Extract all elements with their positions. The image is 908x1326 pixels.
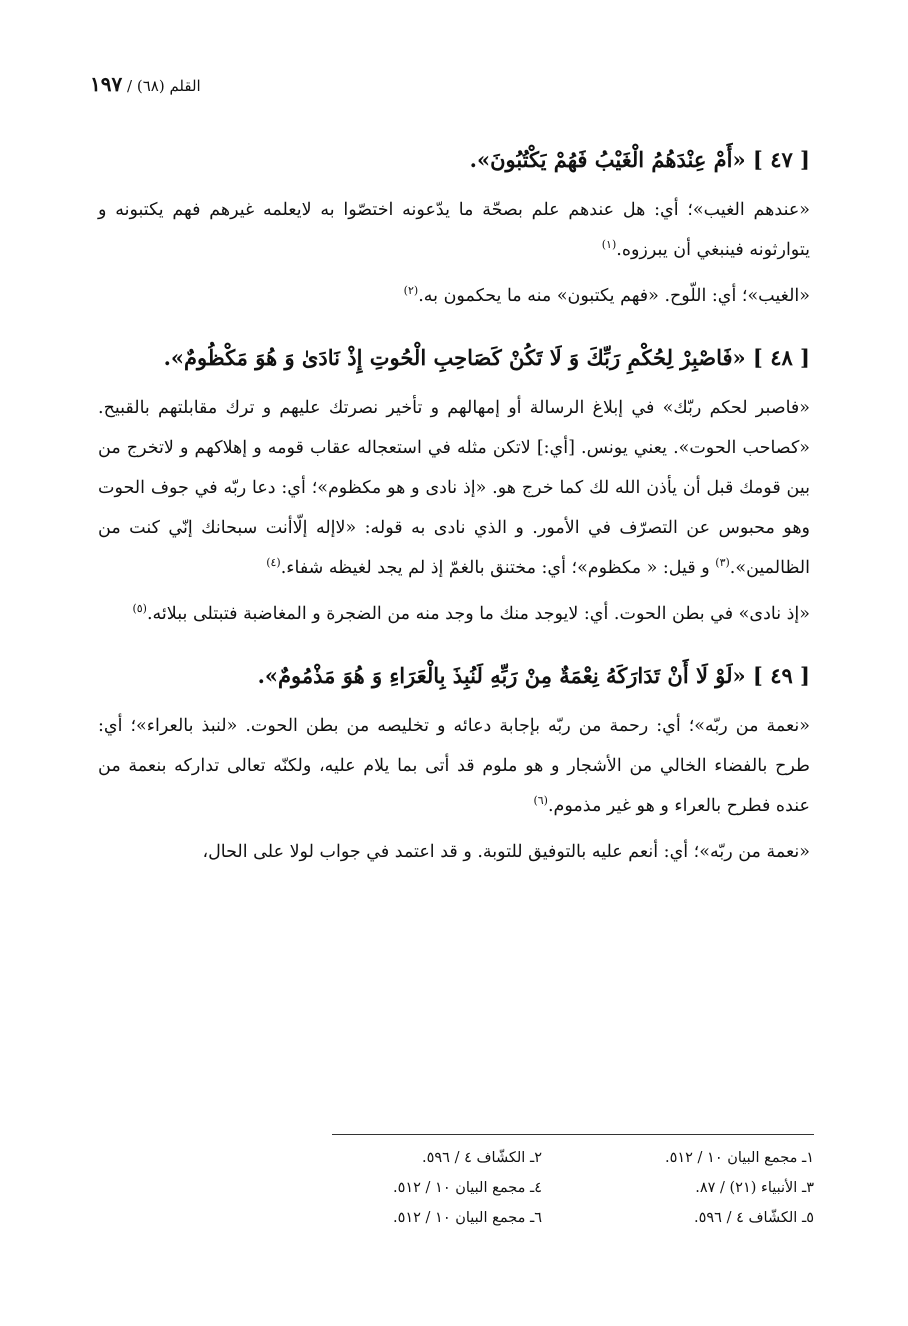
footnote-ref: (٥) — [132, 602, 147, 616]
verse-47: [ ٤٧ ] «أَمْ عِنْدَهُمُ الْغَيْبُ فَهُمْ يَكْتُبُونَ». — [469, 147, 810, 172]
body-text — [98, 140, 810, 878]
page-number: ١٩٧ — [90, 72, 123, 96]
paragraph — [98, 276, 810, 316]
footnote-6: ٦ـ مجمع البيان ١٠ / ٥١٢. — [392, 1210, 542, 1226]
footnote-3: ٣ـ الأنبياء (٢١) / ٨٧. — [695, 1180, 814, 1196]
footnote-divider — [332, 1134, 814, 1135]
footnote-ref: (٤) — [266, 556, 281, 570]
verse-49: [ ٤٩ ] «لَوْ لَا أَنْ تَدَارَكَهُ نِعْمَةٌ مِنْ رَبِّهِ لَنُبِذَ بِالْعَرَاءِ وَ هُوَ مَذْمُومٌ». — [257, 663, 810, 688]
paragraph-text: «فاصبر لحكم ربّك» في إبلاغ الرسالة أو إمهالهم و تأخير نصرتك عليهم و ترك مقابلتهم بالقبيح. «كصاحب الحوت». يعني يونس. [أي:] لاتكن مثله في استعجاله عقاب قومه و إهلاكهم و لاتخرج من بين قومك قبل أن يأذن الله لك كما خرج هو. «إذ نادى و هو مكظوم»؛ أي: دعا ربّه في جوف الحوت وهو محبوس عن التصرّف في الأمور. و الذي نادى به قوله: «لاإله إلّاأنت سبحانك إنّي كنت من الظالمين». — [98, 398, 810, 578]
paragraph-text: «عندهم الغيب»؛ أي: هل عندهم علم بصحّة ما يدّعونه اختصّوا به لايعلمه غيرهم فهم يكتبونه و يتوارثونه فينبغي أن يبرزوه. — [98, 200, 810, 260]
surah-label: القلم (٦٨) / — [127, 77, 201, 95]
footnote-4: ٤ـ مجمع البيان ١٠ / ٥١٢. — [392, 1180, 542, 1196]
footnote-2: ٢ـ الكشّاف ٤ / ٥٩٦. — [422, 1150, 542, 1166]
paragraph-text: «نعمة من ربّه»؛ أي: أنعم عليه بالتوفيق للتوبة. و قد اعتمد في جواب لولا على الحال، — [202, 842, 810, 862]
paragraph-text: «الغيب»؛ أي: اللّوح. «فهم يكتبون» منه ما يحكمون به. — [418, 286, 810, 306]
paragraph — [98, 190, 810, 270]
paragraph-text: «نعمة من ربّه»؛ أي: رحمة من ربّه بإجابة دعائه و تخليصه من بطن الحوت. «لنبذ بالعراء»؛ أي: طرح بالفضاء الخالي من الأشجار و هو ملوم قد أتى بما يلام عليه، ولكنّه تعالى تداركه بنعمة من عنده فطرح بالعراء و هو غير مذموم. — [98, 716, 810, 816]
footnote-5: ٥ـ الكشّاف ٤ / ٥٩٦. — [694, 1210, 814, 1226]
paragraph — [98, 594, 810, 634]
footnote-1: ١ـ مجمع البيان ١٠ / ٥١٢. — [664, 1150, 814, 1166]
footnote-ref: (١) — [601, 238, 617, 252]
paragraph — [98, 388, 810, 588]
running-header — [90, 72, 201, 96]
paragraph — [98, 706, 810, 826]
footnote-ref: (٢) — [403, 284, 419, 298]
footnote-ref: (٦) — [533, 794, 548, 808]
paragraph-text: و قيل: « مكظوم»؛ أي: مختنق بالغمّ إذ لم يجد لغيظه شفاء. — [280, 558, 716, 578]
footnotes — [270, 1150, 814, 1226]
paragraph-text: «إذ نادى» في بطن الحوت. أي: لايوجد منك ما وجد منه من الضجرة و المغاضبة فتبتلى ببلائه. — [146, 604, 810, 624]
verse-48: [ ٤٨ ] «فَاصْبِرْ لِحُكْمِ رَبِّكَ وَ لَا تَكُنْ كَصَاحِبِ الْحُوتِ إِذْ نَادَىٰ وَ هُوَ مَكْظُومٌ». — [163, 345, 810, 370]
footnote-ref: (٣) — [715, 556, 730, 570]
paragraph — [98, 832, 810, 872]
